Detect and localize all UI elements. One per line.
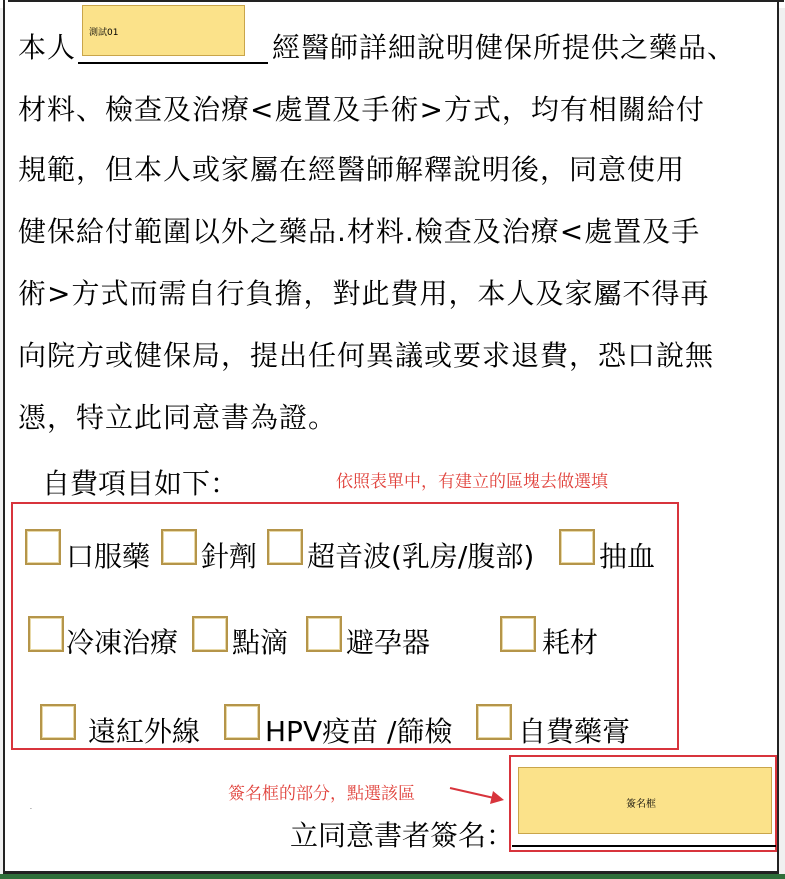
signature-field-value: 簽名框 [626, 799, 656, 810]
stray-dot: · [30, 806, 32, 813]
paragraph-line-1-suffix [272, 28, 736, 68]
checkbox-blood-draw[interactable] [559, 529, 595, 565]
name-input-field[interactable] [82, 5, 245, 56]
checkbox-ultrasound[interactable] [267, 529, 303, 565]
paragraph-line-2: 材料、檢查及治療<處置及手術>方式，均有相關給付 [18, 93, 705, 126]
checkbox-injection[interactable] [161, 529, 197, 565]
paragraph-line-4: 健保給付範圍以外之藥品.材料.檢查及治療<處置及手 [18, 215, 701, 248]
option-label: 耗材 [542, 626, 599, 659]
checkbox-cryotherapy[interactable] [28, 616, 64, 652]
paragraph-line-1 [18, 28, 76, 68]
checkbox-consumables[interactable] [500, 616, 536, 652]
option-label: HPV疫苗 /篩檢 [265, 715, 453, 748]
name-underline [78, 62, 268, 64]
signature-input-field[interactable] [518, 767, 772, 834]
form-annotation: 依照表單中，有建立的區塊去做選填 [336, 472, 608, 492]
signature-annotation: 簽名框的部分，點選該區 [228, 784, 415, 804]
bottom-status-strip [0, 874, 785, 879]
line1-prefix: 本人 [18, 31, 77, 64]
checkbox-iv-drip[interactable] [192, 616, 228, 652]
signature-underline [512, 845, 776, 847]
signature-label: 立同意書者簽名： [290, 819, 515, 852]
option-label: 針劑 [201, 540, 258, 573]
checkbox-far-infrared[interactable] [40, 704, 76, 740]
option-label: 口服藥 [66, 540, 151, 573]
paragraph-line-3: 規範，但本人或家屬在經醫師解釋說明後，同意使用 [18, 153, 686, 186]
paragraph-line-6: 向院方或健保局，提出任何異議或要求退費，恐口說無 [18, 339, 715, 372]
checkbox-contraceptive-device[interactable] [306, 616, 342, 652]
option-label: 冷凍治療 [66, 626, 179, 659]
checkbox-hpv-vaccine[interactable] [224, 704, 260, 740]
option-label: 點滴 [232, 626, 289, 659]
option-label: 遠紅外線 [88, 715, 201, 748]
arrow-right-icon [448, 782, 506, 804]
option-label: 超音波(乳房/腹部) [307, 540, 535, 573]
paragraph-line-7: 憑，特立此同意書為證。 [18, 401, 338, 434]
paragraph-line-5: 術>方式而需自行負擔，對此費用，本人及家屬不得再 [18, 277, 710, 310]
option-label: 抽血 [599, 540, 656, 573]
checkbox-oral-medicine[interactable] [25, 529, 61, 565]
line1-suffix: 經醫師詳細說明健保所提供之藥品、 [272, 31, 737, 64]
option-label: 避孕器 [346, 626, 431, 659]
items-heading: 自費項目如下： [42, 467, 239, 500]
name-field-value: 測試01 [89, 28, 119, 38]
checkbox-self-paid-ointment[interactable] [476, 704, 512, 740]
option-label: 自費藥膏 [518, 715, 631, 748]
